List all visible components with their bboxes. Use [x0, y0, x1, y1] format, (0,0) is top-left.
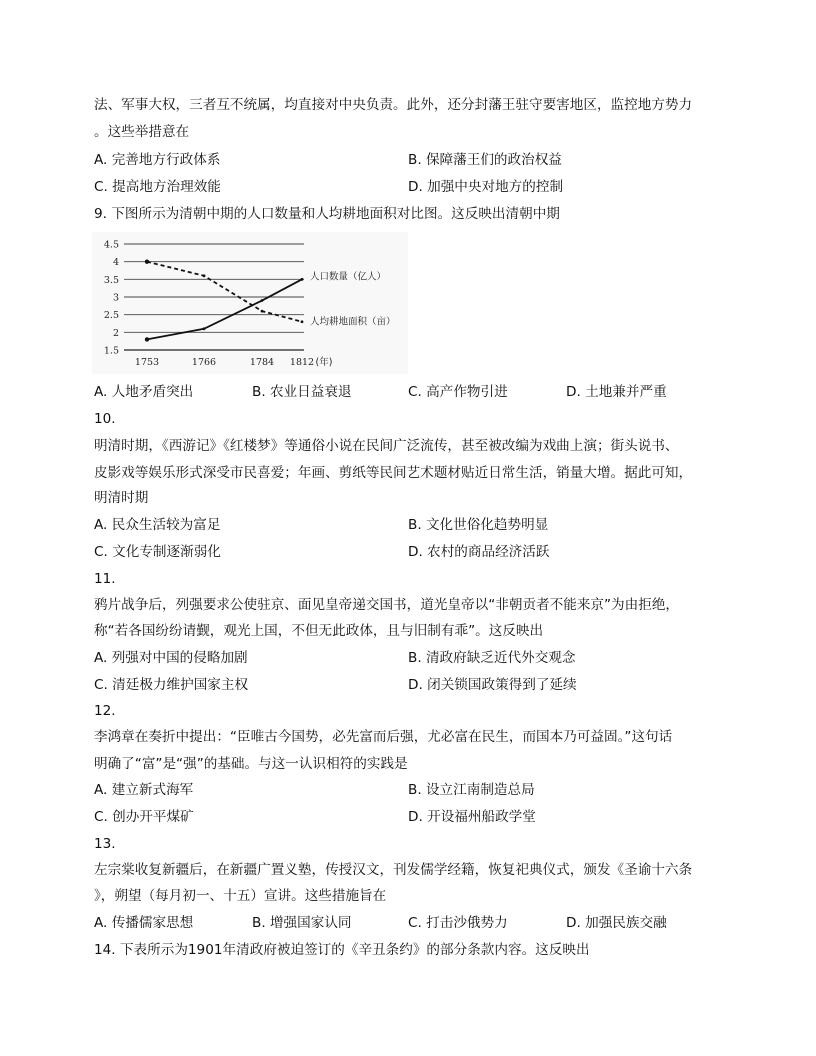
population-farmland-chart	[92, 232, 408, 374]
q8-option-a: A. 完善地方行政体系	[94, 152, 221, 168]
series-0-point-1	[203, 327, 206, 330]
q12-option-d: D. 开设福州船政学堂	[408, 809, 536, 825]
q9-option-c: C. 高产作物引进	[408, 384, 508, 400]
y-tick-label-6: 4.5	[103, 239, 119, 251]
x-tick-label-0: 1753	[134, 357, 160, 368]
y-tick-label-4: 3.5	[103, 274, 119, 286]
x-tick-label-3: 1812	[289, 357, 315, 368]
chart-svg	[92, 232, 408, 374]
q8-stem-line-2: 。这些举措意在	[94, 124, 190, 140]
q9-stem: 9. 下图所示为清朝中期的人口数量和人均耕地面积对比图。这反映出清朝中期	[94, 206, 560, 222]
series-1-point-3	[301, 320, 304, 323]
q13-option-d: D. 加强民族交融	[566, 915, 667, 931]
series-0-point-0	[145, 337, 149, 341]
q13-stem-line-1: 左宗棠收复新疆后，在新疆广置义塾，传授汉文，刊发儒学经籍，恢复祀典仪式，颁发《圣谕十六条	[94, 862, 693, 878]
x-tick-label-2: 1784	[249, 357, 275, 368]
q11-stem-line-1: 鸦片战争后，列强要求公使驻京、面见皇帝递交国书，道光皇帝以“非朝贡者不能来京”为由拒绝，	[94, 597, 680, 613]
q13-stem-line-2: 》，朔望（每月初一、十五）宣讲。这些措施旨在	[94, 888, 387, 904]
series-1-point-0	[145, 259, 149, 263]
q13-option-c: C. 打击沙俄势力	[408, 915, 508, 931]
q11-stem-line-2: 称“若各国纷纷请觐，观光上国，不但无此政体，且与旧制有乖”。这反映出	[94, 623, 544, 639]
q13-option-a: A. 传播儒家思想	[94, 915, 194, 931]
q13-option-b: B. 增强国家认同	[252, 915, 352, 931]
y-tick-label-5: 4	[112, 257, 119, 269]
series-0-point-3	[301, 278, 304, 281]
q9-option-d: D. 土地兼并严重	[566, 384, 667, 400]
q10-option-b: B. 文化世俗化趋势明显	[408, 517, 549, 533]
q13-number: 13.	[94, 836, 116, 852]
q10-option-d: D. 农村的商品经济活跃	[408, 544, 550, 560]
q10-stem-line-3: 明清时期	[94, 490, 149, 506]
q11-option-c: C. 清廷极力维护国家主权	[94, 677, 249, 693]
q8-option-c: C. 提高地方治理效能	[94, 179, 221, 195]
q12-option-a: A. 建立新式海军	[94, 782, 194, 798]
q14-stem: 14. 下表所示为1901年清政府被迫签订的《辛丑条约》的部分条款内容。这反映出	[94, 942, 590, 958]
q9-option-a: A. 人地矛盾突出	[94, 384, 194, 400]
q10-option-a: A. 民众生活较为富足	[94, 517, 221, 533]
q11-number: 11.	[94, 571, 116, 587]
q12-option-c: C. 创办开平煤矿	[94, 809, 194, 825]
series-label-farmland: 人均耕地面积（亩）	[310, 316, 396, 328]
q12-stem-line-2: 明确了“富”是“强”的基础。与这一认识相符的实践是	[94, 756, 408, 772]
x-axis-unit: (年)	[315, 357, 333, 368]
x-tick-label-1: 1766	[191, 357, 217, 368]
q12-option-b: B. 设立江南制造总局	[408, 782, 535, 798]
q8-option-d: D. 加强中央对地方的控制	[408, 179, 564, 195]
q11-option-b: B. 清政府缺乏近代外交观念	[408, 650, 576, 666]
q12-stem-line-1: 李鸿章在奏折中提出：“臣唯古今国势，必先富而后强，尤必富在民生，而国本乃可益固。”这句话	[94, 729, 673, 745]
q10-stem-line-2: 皮影戏等娱乐形式深受市民喜爱；年画、剪纸等民间艺术题材贴近日常生活，销量大增。据此可知，	[94, 465, 693, 481]
q11-option-d: D. 闭关锁国政策得到了延续	[408, 677, 577, 693]
q9-option-b: B. 农业日益衰退	[252, 384, 352, 400]
series-label-population: 人口数量（亿人）	[310, 271, 387, 283]
q10-stem-line-1: 明清时期，《西游记》《红楼梦》等通俗小说在民间广泛流传，甚至被改编为戏曲上演；街头说书、	[94, 438, 679, 454]
y-tick-label-1: 2	[112, 327, 119, 339]
q8-option-b: B. 保障藩王们的政治权益	[408, 152, 562, 168]
q10-option-c: C. 文化专制逐渐弱化	[94, 544, 221, 560]
series-1-point-1	[203, 274, 206, 277]
q11-option-a: A. 列强对中国的侵略加剧	[94, 650, 248, 666]
q8-stem-line-1: 法、军事大权，三者互不统属，均直接对中央负责。此外，还分封藩王驻守要害地区，监控地方势力	[94, 97, 693, 113]
q12-number: 12.	[94, 703, 116, 719]
y-tick-label-0: 1.5	[103, 345, 119, 357]
y-tick-label-2: 2.5	[103, 310, 119, 322]
q10-number: 10.	[94, 411, 116, 427]
series-0-point-2	[261, 299, 264, 302]
y-tick-label-3: 3	[112, 292, 119, 304]
series-1-point-2	[261, 310, 264, 313]
